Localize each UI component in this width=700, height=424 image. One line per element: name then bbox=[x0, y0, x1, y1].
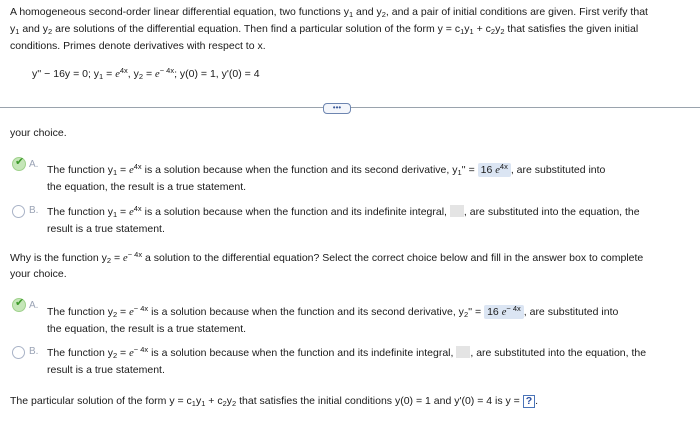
q1-option-a-line-2: the equation, the result is a true statement. bbox=[47, 181, 247, 193]
option-b-letter: B. bbox=[29, 205, 39, 216]
q2-option-a-line-1: The function $y_2 = e^{- 4x}$ is a solution because when the function and its second derivative, $y_2'' = 16$ $e^{- 4x}$ , are substituted into bbox=[47, 304, 619, 319]
q1-option-b-line-1: The function $y_1 = e^{4x}$ is a solution because when the function and its indefinite integral, , are substituted into the equation, the bbox=[47, 204, 640, 219]
your-choice-text: your choice. bbox=[10, 127, 67, 139]
expand-more-button[interactable]: ••• bbox=[323, 103, 351, 114]
q2-option-a-line-2: the equation, the result is a true statement. bbox=[47, 323, 247, 335]
q2-option-a-checkmark-icon[interactable] bbox=[12, 298, 26, 312]
problem-equation: y'' − 16y = 0; $y_1 = e^{4x}$, $y_2 = e^{- 4x}$; y(0) = 1, y'(0) = 4 bbox=[32, 66, 260, 81]
q2-option-a-letter: A. bbox=[29, 300, 39, 311]
final-answer-input[interactable]: ? bbox=[523, 395, 535, 408]
q2-option-b-line-2: result is a true statement. bbox=[47, 364, 165, 376]
intro-line-1: A homogeneous second-order linear differential equation, two functions $y_1$ and $y_2$, and a pair of initial conditions are given. First verify that bbox=[10, 6, 648, 19]
q2-question-line-2: your choice. bbox=[10, 268, 67, 280]
option-a-letter: A. bbox=[29, 159, 39, 170]
q2-option-b-letter: B. bbox=[29, 346, 39, 357]
q2-option-b-line-1: The function $y_2 = e^{- 4x}$ is a solution because when the function and its indefinite integral, , are substituted into the equation, the bbox=[47, 345, 647, 360]
intro-line-3: conditions. Primes denote derivatives with respect to x. bbox=[10, 40, 266, 52]
q2-option-b-radio[interactable] bbox=[12, 346, 25, 359]
q1-option-b-line-2: result is a true statement. bbox=[47, 223, 165, 235]
q1-option-a-line-1: The function $y_1 = e^{4x}$ is a solution because when the function and its second derivative, $y_1'' = 16$ $e^{4x}$ , are substituted into bbox=[47, 162, 606, 177]
intro-line-2: $y_1$ and $y_2$ are solutions of the differential equation. Then find a particular solution of the form $y = c_1y_1 + c_2y_2$ that satisfies the given initial bbox=[10, 23, 639, 36]
q2-question-line-1: Why is the function $y_2 = e^{- 4x}$ a solution to the differential equation? Select the correct choice below and fill in the answer box to complete bbox=[10, 250, 644, 265]
option-b-radio[interactable] bbox=[12, 205, 25, 218]
final-question: The particular solution of the form $y = c_1y_1 + c_2y_2$ that satisfies the initial conditions y(0) = 1 and y'(0) = 4 is y = ? . bbox=[10, 395, 539, 408]
q1-option-b-blank bbox=[450, 205, 464, 217]
option-a-checkmark-icon[interactable] bbox=[12, 157, 26, 171]
q2-answer-box[interactable]: 16 $e^{- 4x}$ bbox=[484, 305, 524, 319]
q2-option-b-blank bbox=[456, 346, 470, 358]
q1-answer-box[interactable]: 16 $e^{4x}$ bbox=[478, 163, 511, 177]
